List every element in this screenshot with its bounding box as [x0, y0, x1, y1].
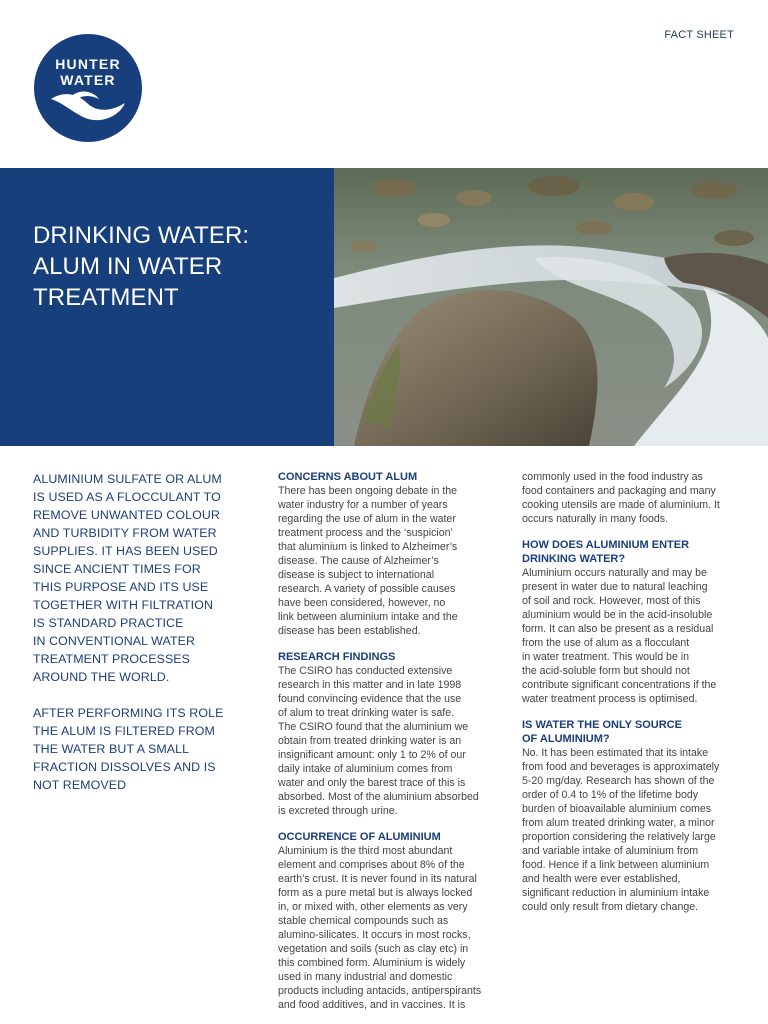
- intro-line: TREATMENT PROCESSES: [33, 652, 191, 666]
- body-line: 5-20 mg/day. Research has shown of the: [522, 775, 715, 787]
- intro-line: IN CONVENTIONAL WATER: [33, 634, 196, 648]
- section-heading: OCCURRENCE OF ALUMINIUM: [278, 831, 441, 843]
- body-line: disease is subject to international: [278, 569, 435, 581]
- intro-line: AND TURBIDITY FROM WATER: [33, 526, 217, 540]
- body-line: Aluminium is the third most abundant: [278, 845, 453, 857]
- body-line: proportion considering the relatively large: [522, 831, 716, 843]
- body-line: obtain from treated drinking water is an: [278, 735, 462, 747]
- title-line: ALUM IN WATER: [33, 253, 223, 280]
- title-line: DRINKING WATER:: [33, 222, 250, 249]
- intro-column: [33, 470, 243, 812]
- body-line: form. It can also be present as a residual: [522, 623, 714, 635]
- body-line: the acid-soluble form but should not: [522, 665, 690, 677]
- body-line: The CSIRO has conducted extensive: [278, 665, 453, 677]
- logo-line2: WATER: [60, 72, 116, 88]
- intro-paragraph-2: [33, 704, 243, 794]
- intro-paragraph-1: [33, 470, 243, 686]
- body-line: research in this matter and in late 1998: [278, 679, 462, 691]
- hero-band: [0, 168, 768, 446]
- body-line: earth’s crust. It is never found in its natural: [278, 873, 477, 885]
- body-line: cooking utensils are made of aluminium. It: [522, 499, 720, 511]
- logo-emblem: [33, 33, 143, 143]
- body-line: order of 0.4 to 1% of the lifetime body: [522, 789, 699, 801]
- body-line: regarding the use of alum in the water: [278, 513, 456, 525]
- body-line: significant reduction in aluminium intake: [522, 887, 710, 899]
- section-heading: [522, 718, 738, 746]
- body-line: form as a pure metal but is always locked: [278, 887, 473, 899]
- hero-title-box: [0, 168, 334, 446]
- body-line: daily intake of aluminium comes from: [278, 763, 453, 775]
- body-line: and variable intake of aluminium from: [522, 845, 699, 857]
- right-column: [522, 470, 738, 914]
- body-line: of soil and rock. However, most of this: [522, 595, 701, 607]
- body-line: in, or mixed with, other elements as very: [278, 901, 468, 913]
- intro-line: REMOVE UNWANTED COLOUR: [33, 508, 220, 522]
- heading-line: IS WATER THE ONLY SOURCE: [522, 719, 682, 731]
- body-line: this combined form. Aluminium is widely: [278, 957, 466, 969]
- body-line: have been considered, however, no: [278, 597, 446, 609]
- intro-line: ALUMINIUM SULFATE OR ALUM: [33, 472, 222, 486]
- body-line: commonly used in the food industry as: [522, 471, 703, 483]
- intro-line: SUPPLIES. IT HAS BEEN USED: [33, 544, 218, 558]
- intro-line: SINCE ANCIENT TIMES FOR: [33, 562, 201, 576]
- body-line: vegetation and soils (such as clay etc) in: [278, 943, 469, 955]
- intro-line: IS STANDARD PRACTICE: [33, 616, 184, 630]
- document-type-label: FACT SHEET: [664, 29, 734, 41]
- page-title: [33, 220, 310, 313]
- section-body: [278, 844, 486, 1012]
- title-line: TREATMENT: [33, 284, 179, 311]
- body-line: from food and beverages is approximately: [522, 761, 720, 773]
- body-line: of alum to treat drinking water is safe.: [278, 707, 455, 719]
- body-line: insignificant amount: only 1 to 2% of our: [278, 749, 466, 761]
- body-line: burden of bioavailable aluminium comes: [522, 803, 712, 815]
- body-line: and health were ever established,: [522, 873, 681, 885]
- body-line: that aluminium is linked to Alzheimer’s: [278, 541, 458, 553]
- logo-line1: HUNTER: [55, 56, 121, 72]
- intro-line: AFTER PERFORMING ITS ROLE: [33, 706, 224, 720]
- river-photo: [334, 168, 768, 446]
- river-photo-illustration: [334, 168, 768, 446]
- body-line: water industry for a number of years: [278, 499, 448, 511]
- body-line: is excreted through urine.: [278, 805, 398, 817]
- body-line: in water treatment. This would be in: [522, 651, 690, 663]
- body-line: present in water due to natural leaching: [522, 581, 708, 593]
- body-line: disease has been established.: [278, 625, 421, 637]
- intro-line: AROUND THE WORLD.: [33, 670, 170, 684]
- section-body: [522, 566, 738, 706]
- body-line: link between aluminium intake and the: [278, 611, 458, 623]
- middle-column: [278, 470, 486, 1012]
- body-line: could only result from dietary change.: [522, 901, 699, 913]
- body-line: contribute significant concentrations if the: [522, 679, 717, 691]
- body-line: food containers and packaging and many: [522, 485, 716, 497]
- body-line: occurs naturally in many foods.: [522, 513, 669, 525]
- intro-line: THE ALUM IS FILTERED FROM: [33, 724, 215, 738]
- section-body: [278, 484, 486, 638]
- body-line: Aluminium occurs naturally and may be: [522, 567, 707, 579]
- body-line: products including antacids, antiperspirants: [278, 985, 482, 997]
- body-line: found convincing evidence that the use: [278, 693, 462, 705]
- section-body: [278, 664, 486, 818]
- section-heading: [522, 538, 738, 566]
- intro-line: NOT REMOVED: [33, 778, 127, 792]
- hunter-water-logo: [33, 33, 143, 143]
- body-line: aluminium would be in the acid-insoluble: [522, 609, 713, 621]
- body-line: element and comprises about 8% of the: [278, 859, 465, 871]
- body-line: research. A variety of possible causes: [278, 583, 456, 595]
- body-line: from alum treated drinking water, a minor: [522, 817, 715, 829]
- heading-line: DRINKING WATER?: [522, 553, 626, 565]
- body-line: water treatment process is optimised.: [522, 693, 698, 705]
- body-line: treatment process and the ‘suspicion’: [278, 527, 453, 539]
- intro-line: IS USED AS A FLOCCULANT TO: [33, 490, 221, 504]
- section-body-continued: [522, 470, 738, 526]
- intro-line: FRACTION DISSOLVES AND IS: [33, 760, 216, 774]
- intro-line: TOGETHER WITH FILTRATION: [33, 598, 213, 612]
- body-line: disease. The cause of Alzheimer’s: [278, 555, 439, 567]
- body-line: and food additives, and in vaccines. It is: [278, 999, 466, 1011]
- body-line: alumino-silicates. It occurs in most rocks,: [278, 929, 471, 941]
- body-line: The CSIRO found that the aluminium we: [278, 721, 469, 733]
- heading-line: OF ALUMINIUM?: [522, 733, 610, 745]
- body-line: No. It has been estimated that its intake: [522, 747, 709, 759]
- section-heading: RESEARCH FINDINGS: [278, 651, 396, 663]
- body-line: used in many industrial and domestic: [278, 971, 453, 983]
- intro-line: THE WATER BUT A SMALL: [33, 742, 190, 756]
- body-line: water and only the barest trace of this is: [278, 777, 466, 789]
- body-line: absorbed. Most of the aluminium absorbed: [278, 791, 479, 803]
- intro-line: THIS PURPOSE AND ITS USE: [33, 580, 209, 594]
- body-line: There has been ongoing debate in the: [278, 485, 458, 497]
- body-line: stable chemical compounds such as: [278, 915, 449, 927]
- section-body: [522, 746, 738, 914]
- body-line: food. Hence if a link between aluminium: [522, 859, 710, 871]
- body-line: from the use of alum as a flocculant: [522, 637, 690, 649]
- heading-line: HOW DOES ALUMINIUM ENTER: [522, 539, 690, 551]
- section-heading: CONCERNS ABOUT ALUM: [278, 471, 418, 483]
